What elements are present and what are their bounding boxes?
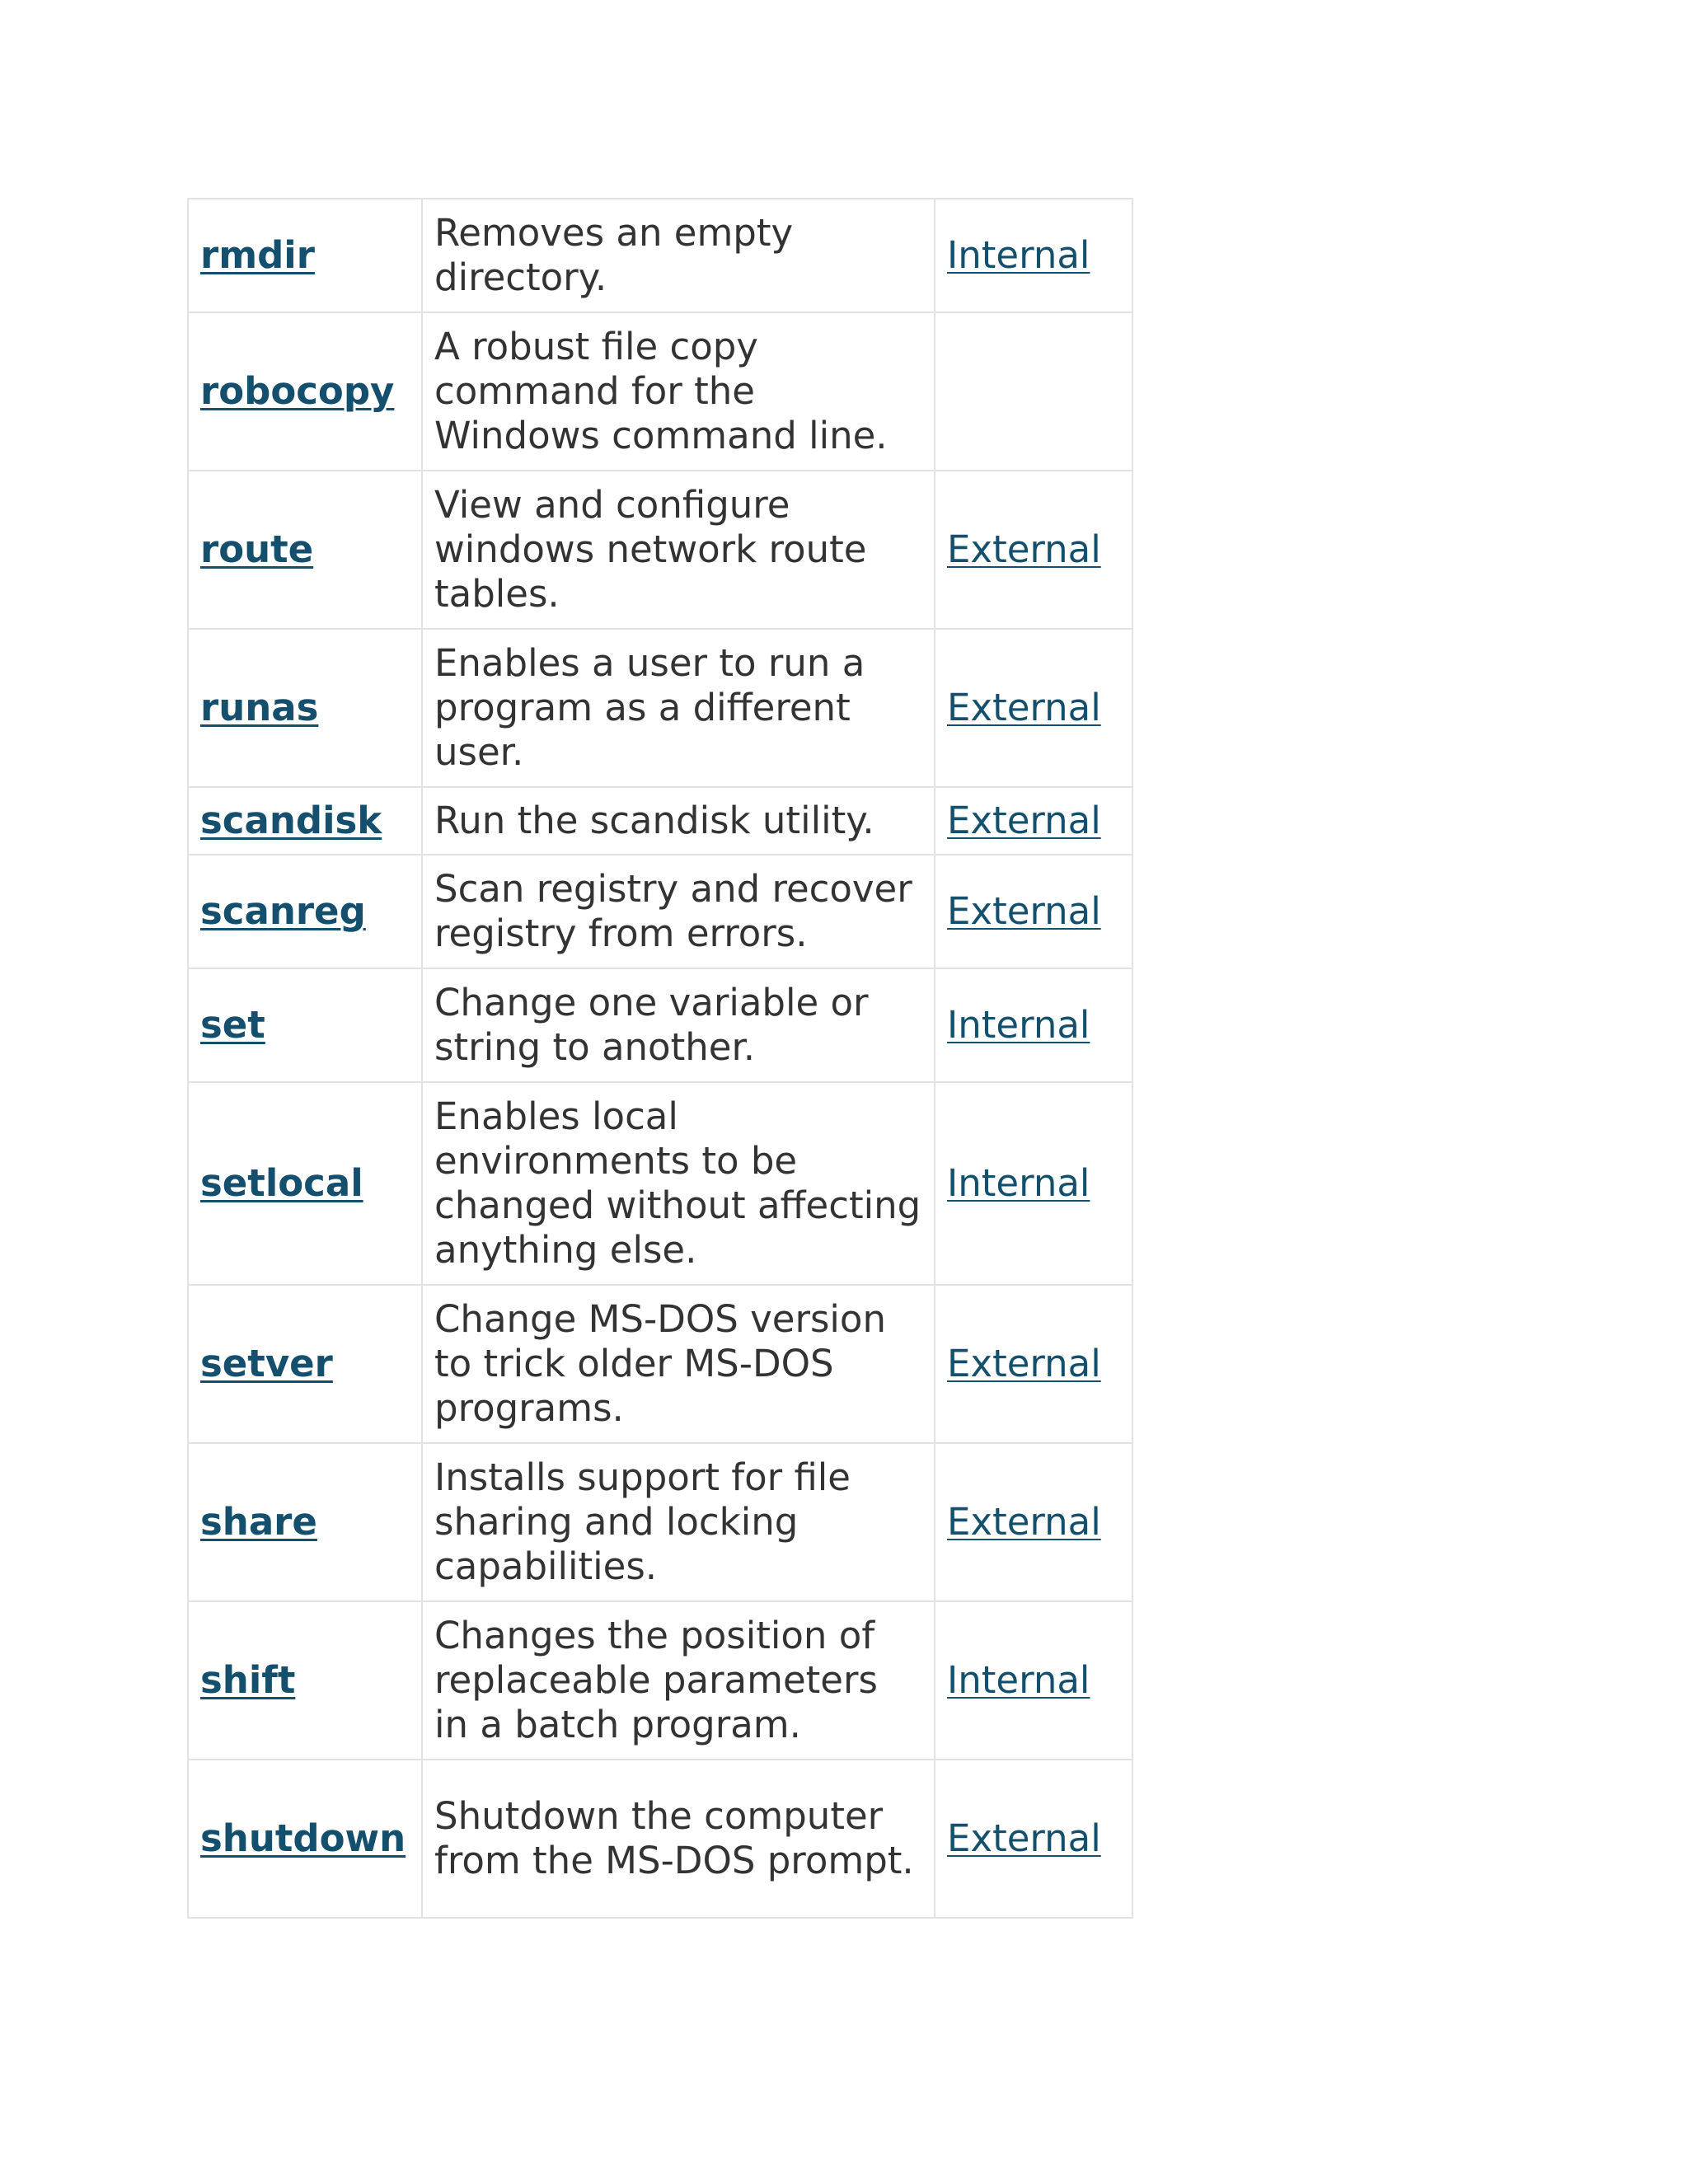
command-link[interactable]: shutdown	[200, 1816, 406, 1860]
description-cell: View and configure windows network route tables.	[422, 471, 935, 629]
description-cell: Change MS-DOS version to trick older MS-DOS programs.	[422, 1285, 935, 1443]
table-row	[188, 1082, 1132, 1285]
description-cell: Enables a user to run a program as a different user.	[422, 629, 935, 787]
table-row	[188, 629, 1132, 787]
command-cell	[188, 1082, 422, 1285]
description-cell: Shutdown the computer from the MS-DOS prompt.	[422, 1760, 935, 1918]
command-cell	[188, 968, 422, 1082]
description-cell: A robust file copy command for the Windows command line.	[422, 312, 935, 471]
type-link[interactable]: Internal	[947, 233, 1090, 277]
description-cell: Enables local environments to be changed without affecting anything else.	[422, 1082, 935, 1285]
command-link[interactable]: scanreg	[200, 889, 366, 933]
command-cell	[188, 855, 422, 968]
type-link[interactable]: External	[947, 686, 1101, 729]
type-cell	[935, 629, 1132, 787]
command-link[interactable]: rmdir	[200, 233, 315, 277]
table-row	[188, 312, 1132, 471]
type-cell	[935, 1760, 1132, 1918]
type-link[interactable]: External	[947, 527, 1101, 571]
command-link[interactable]: shift	[200, 1658, 296, 1702]
table-row	[188, 1601, 1132, 1760]
command-cell	[188, 1760, 422, 1918]
table-row	[188, 968, 1132, 1082]
type-link[interactable]: External	[947, 799, 1101, 842]
table-row	[188, 199, 1132, 312]
type-cell	[935, 1285, 1132, 1443]
type-link[interactable]: Internal	[947, 1658, 1090, 1702]
table-row	[188, 787, 1132, 855]
type-cell	[935, 787, 1132, 855]
command-link[interactable]: robocopy	[200, 369, 395, 413]
table-row	[188, 855, 1132, 968]
description-cell: Change one variable or string to another.	[422, 968, 935, 1082]
type-cell	[935, 1443, 1132, 1601]
table-row	[188, 1760, 1132, 1918]
command-cell	[188, 199, 422, 312]
command-link[interactable]: set	[200, 1003, 265, 1047]
type-cell	[935, 855, 1132, 968]
type-cell	[935, 312, 1132, 471]
description-cell: Removes an empty directory.	[422, 199, 935, 312]
command-table	[187, 198, 1133, 1919]
type-link[interactable]: External	[947, 1816, 1101, 1860]
type-link[interactable]: Internal	[947, 1003, 1090, 1047]
table-row	[188, 471, 1132, 629]
type-link[interactable]: Internal	[947, 1161, 1090, 1205]
command-cell	[188, 1285, 422, 1443]
type-link[interactable]: External	[947, 1500, 1101, 1544]
type-link[interactable]: External	[947, 889, 1101, 933]
command-link[interactable]: share	[200, 1500, 317, 1544]
description-cell: Changes the position of replaceable parameters in a batch program.	[422, 1601, 935, 1760]
description-cell: Scan registry and recover registry from errors.	[422, 855, 935, 968]
command-cell	[188, 787, 422, 855]
type-cell	[935, 1601, 1132, 1760]
description-cell: Installs support for file sharing and locking capabilities.	[422, 1443, 935, 1601]
command-link[interactable]: setver	[200, 1342, 333, 1385]
command-cell	[188, 1601, 422, 1760]
type-link[interactable]: External	[947, 1342, 1101, 1385]
command-cell	[188, 471, 422, 629]
command-cell	[188, 629, 422, 787]
command-link[interactable]: setlocal	[200, 1161, 363, 1205]
table-row	[188, 1285, 1132, 1443]
command-cell	[188, 312, 422, 471]
type-cell	[935, 199, 1132, 312]
table-row	[188, 1443, 1132, 1601]
command-link[interactable]: runas	[200, 686, 319, 729]
command-link[interactable]: scandisk	[200, 799, 382, 842]
command-cell	[188, 1443, 422, 1601]
type-cell	[935, 471, 1132, 629]
description-cell: Run the scandisk utility.	[422, 787, 935, 855]
command-link[interactable]: route	[200, 527, 314, 571]
type-cell	[935, 1082, 1132, 1285]
type-cell	[935, 968, 1132, 1082]
